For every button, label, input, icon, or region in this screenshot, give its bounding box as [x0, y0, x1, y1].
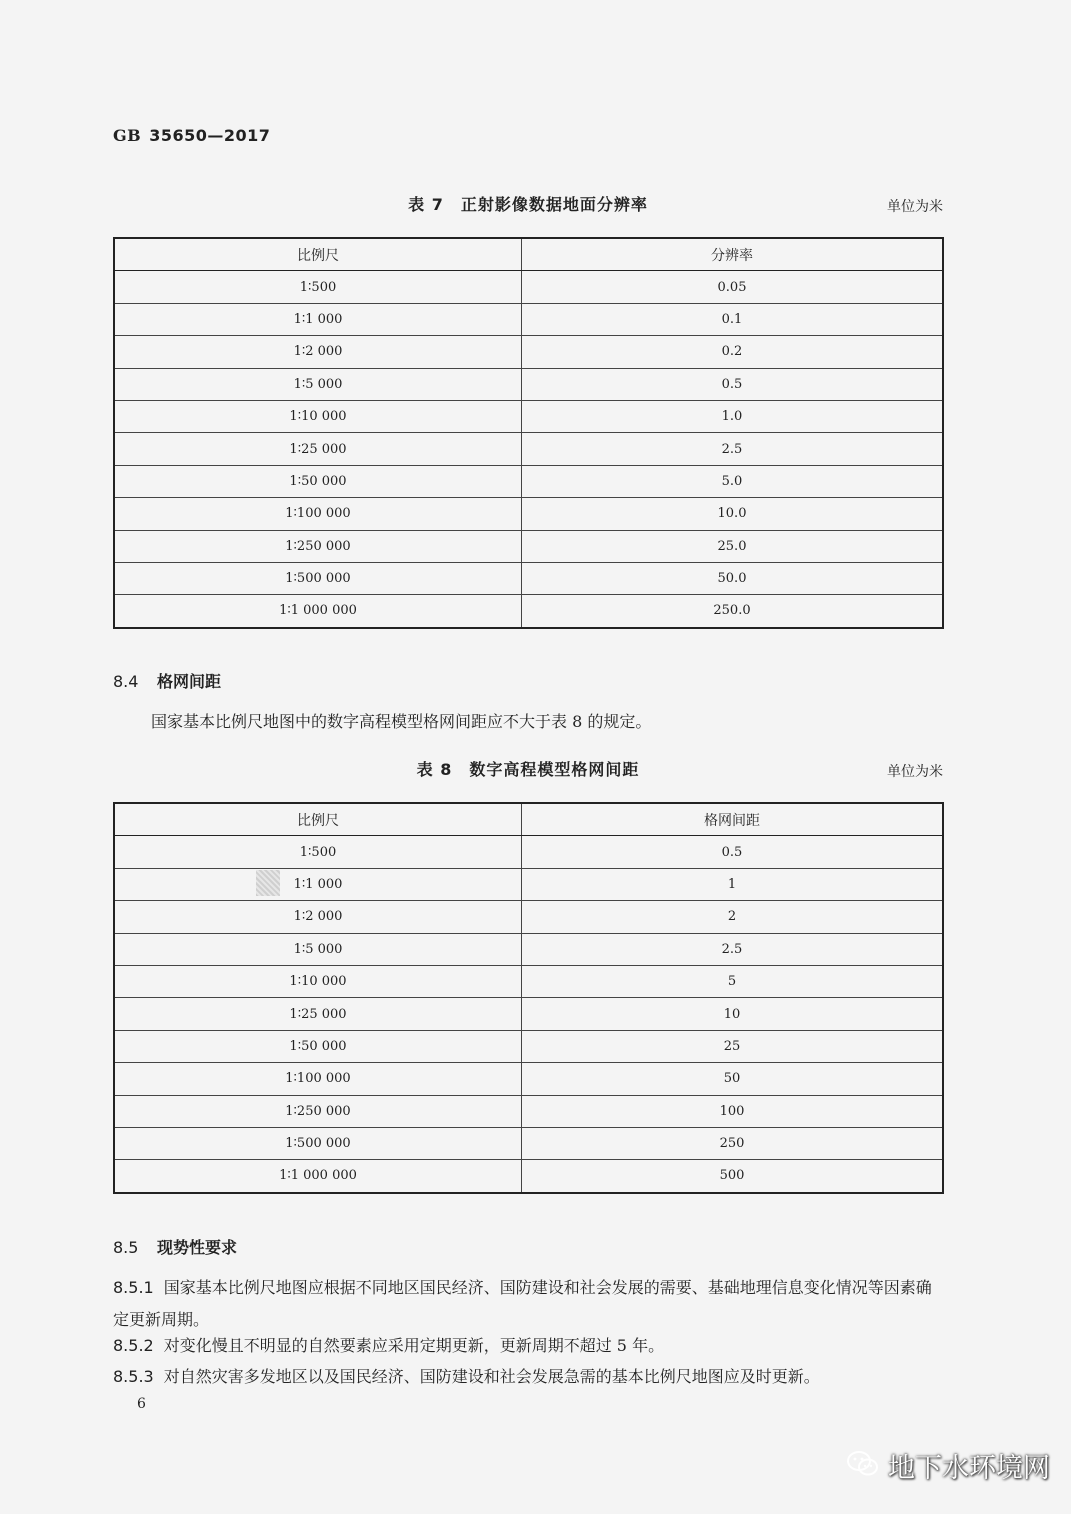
scale-cell: 1∶250 000	[114, 530, 522, 562]
clause-text: 国家基本比例尺地图应根据不同地区国民经济、国防建设和社会发展的需要、基础地理信息变化情况等因素确定更新周期。	[113, 1278, 932, 1329]
table-row	[114, 965, 943, 997]
scale-cell: 1∶10 000	[114, 965, 522, 997]
table7-unit: 单位为米	[887, 199, 943, 215]
resolution-cell: 2.5	[522, 433, 944, 465]
scale-cell: 1∶500 000	[114, 562, 522, 594]
scale-cell: 1∶2 000	[114, 336, 522, 368]
table-header-row	[114, 238, 943, 271]
grid-spacing-cell: 250	[522, 1127, 944, 1159]
clause-number: 8.5.1	[113, 1278, 154, 1297]
scale-cell: 1∶25 000	[114, 433, 522, 465]
watermark-text: 地下水环境网	[888, 1453, 1050, 1484]
table-row	[114, 868, 943, 900]
wechat-icon	[846, 1450, 880, 1482]
section-number: 8.5	[113, 1238, 139, 1257]
scale-cell: 1∶5 000	[114, 933, 522, 965]
table-row	[114, 562, 943, 594]
clause-text: 对变化慢且不明显的自然要素应采用定期更新，更新周期不超过 5 年。	[163, 1336, 665, 1355]
scale-cell: 1∶100 000	[114, 498, 522, 530]
table7	[113, 237, 944, 629]
table7-header-scale: 比例尺	[114, 238, 522, 271]
clause-8-5-3	[113, 1361, 945, 1393]
resolution-cell: 50.0	[522, 562, 944, 594]
section-number: 8.4	[113, 672, 139, 691]
section-8-4-heading	[113, 669, 221, 692]
grid-spacing-cell: 10	[522, 998, 944, 1030]
section-title: 现势性要求	[157, 1238, 238, 1257]
scale-cell: 1∶10 000	[114, 400, 522, 432]
table-row	[114, 998, 943, 1030]
resolution-cell: 25.0	[522, 530, 944, 562]
table8	[113, 802, 944, 1194]
table-row	[114, 1095, 943, 1127]
grid-spacing-cell: 5	[522, 965, 944, 997]
standard-code: 35650—2017	[149, 126, 271, 145]
table-row	[114, 368, 943, 400]
table-row	[114, 595, 943, 628]
table-row	[114, 1063, 943, 1095]
resolution-cell: 0.2	[522, 336, 944, 368]
scale-cell: 1∶100 000	[114, 1063, 522, 1095]
table-row	[114, 465, 943, 497]
scale-cell: 1∶1 000 000	[114, 1160, 522, 1193]
clause-text: 对自然灾害多发地区以及国民经济、国防建设和社会发展急需的基本比例尺地图应及时更新。	[163, 1367, 820, 1386]
table7-header-resolution: 分辨率	[522, 238, 944, 271]
grid-spacing-cell: 2.5	[522, 933, 944, 965]
section-8-5-heading	[113, 1235, 237, 1258]
table8-header-grid-spacing: 格网间距	[522, 803, 944, 836]
table-header-row	[114, 803, 943, 836]
scale-cell: 1∶1 000	[114, 868, 522, 900]
clause-8-5-2	[113, 1330, 945, 1362]
grid-spacing-cell: 25	[522, 1030, 944, 1062]
table-row	[114, 400, 943, 432]
table-row	[114, 901, 943, 933]
table-row	[114, 303, 943, 335]
resolution-cell: 1.0	[522, 400, 944, 432]
standard-number	[113, 126, 270, 145]
table-row	[114, 1030, 943, 1062]
table-row	[114, 836, 943, 868]
scale-cell: 1∶5 000	[114, 368, 522, 400]
resolution-cell: 0.5	[522, 368, 944, 400]
table-row	[114, 271, 943, 303]
clause-8-5-1	[113, 1272, 945, 1336]
clause-number: 8.5.3	[113, 1367, 154, 1386]
scale-cell: 1∶250 000	[114, 1095, 522, 1127]
grid-spacing-cell: 0.5	[522, 836, 944, 868]
grid-spacing-cell: 2	[522, 901, 944, 933]
scale-cell: 1∶500 000	[114, 1127, 522, 1159]
scan-smudge	[256, 870, 280, 896]
table-row	[114, 530, 943, 562]
scale-cell: 1∶1 000 000	[114, 595, 522, 628]
table8-header-scale: 比例尺	[114, 803, 522, 836]
grid-spacing-cell: 500	[522, 1160, 944, 1193]
grid-spacing-cell: 100	[522, 1095, 944, 1127]
scale-cell: 1∶500	[114, 836, 522, 868]
table-row	[114, 1160, 943, 1193]
resolution-cell: 0.1	[522, 303, 944, 335]
section-8-4-paragraph: 国家基本比例尺地图中的数字高程模型格网间距应不大于表 8 的规定。	[151, 712, 652, 731]
grid-spacing-cell: 50	[522, 1063, 944, 1095]
scale-cell: 1∶50 000	[114, 465, 522, 497]
scale-cell: 1∶2 000	[114, 901, 522, 933]
table8-title: 表 8 数字高程模型格网间距	[416, 760, 640, 779]
table-row	[114, 498, 943, 530]
table-row	[114, 433, 943, 465]
table-row	[114, 1127, 943, 1159]
table8-unit: 单位为米	[887, 764, 943, 780]
resolution-cell: 250.0	[522, 595, 944, 628]
scale-cell: 1∶500	[114, 271, 522, 303]
scale-cell: 1∶1 000	[114, 303, 522, 335]
table7-title: 表 7 正射影像数据地面分辨率	[408, 195, 648, 214]
table-row	[114, 336, 943, 368]
resolution-cell: 10.0	[522, 498, 944, 530]
scale-cell: 1∶50 000	[114, 1030, 522, 1062]
table-row	[114, 933, 943, 965]
resolution-cell: 0.05	[522, 271, 944, 303]
section-title: 格网间距	[157, 672, 222, 691]
scale-cell: 1∶25 000	[114, 998, 522, 1030]
clause-number: 8.5.2	[113, 1336, 154, 1355]
page-number: 6	[137, 1396, 146, 1412]
watermark	[846, 1446, 1050, 1485]
resolution-cell: 5.0	[522, 465, 944, 497]
standard-prefix: GB	[113, 126, 142, 145]
grid-spacing-cell: 1	[522, 868, 944, 900]
